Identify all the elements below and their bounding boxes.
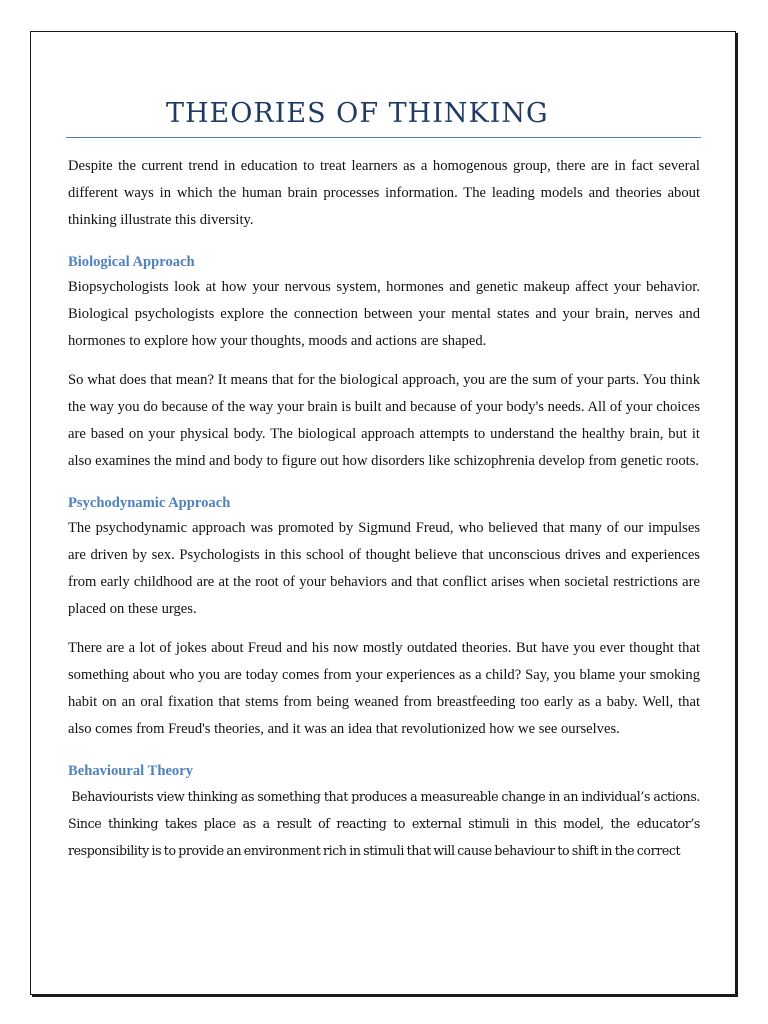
intro-paragraph: Despite the current trend in education to treat learners as a homogenous group, there are in fact several different ways in which the human brain processes information. The leading models and theories about thinking illustrate this diversity. — [68, 158, 700, 228]
section-heading-behavioural: Behavioural Theory — [68, 763, 194, 779]
document-body — [68, 153, 700, 864]
title-divider — [66, 137, 701, 138]
biological-paragraph-2: So what does that mean? It means that for the biological approach, you are the sum of your parts. You think the way you do because of the way your brain is built and because of your body's needs. All of your choices are based on your physical body. The biological approach attempts to understand the healthy brain, but it also examines the mind and body to figure out how disorders like schizophrenia develop from genetic roots. — [68, 372, 700, 469]
behavioural-paragraph-1: Behaviourists view thinking as something that produces a measureable change in an individual’s actions. Since thinking takes place as a result of reacting to external stimuli in this model, the educator’s responsibility is to provide an environment rich in stimuli that will cause behaviour to shift in the correct — [68, 789, 700, 858]
section-heading-biological: Biological Approach — [68, 254, 195, 270]
psychodynamic-paragraph-2: There are a lot of jokes about Freud and his now mostly outdated theories. But have you ever thought that something about who you are today comes from your experiences as a child? Say, you blame your smoking habit on an oral fixation that stems from being weaned from breastfeeding too early as a baby. Well, that also comes from Freud's theories, and it was an idea that revolutionized how we see ourselves. — [68, 640, 700, 737]
section-heading-psychodynamic: Psychodynamic Approach — [68, 495, 231, 511]
page-title: THEORIES OF THINKING — [166, 98, 549, 129]
psychodynamic-paragraph-1: The psychodynamic approach was promoted by Sigmund Freud, who believed that many of our impulses are driven by sex. Psychologists in this school of thought believe that unconscious drives and experiences from early childhood are at the root of your behaviors and that conflict arises when societal restrictions are placed on these urges. — [68, 520, 700, 617]
biological-paragraph-1: Biopsychologists look at how your nervous system, hormones and genetic makeup affect your behavior. Biological psychologists explore the connection between your mental states and your brain, nerves and hormones to explore how your thoughts, moods and actions are shaped. — [68, 279, 700, 349]
